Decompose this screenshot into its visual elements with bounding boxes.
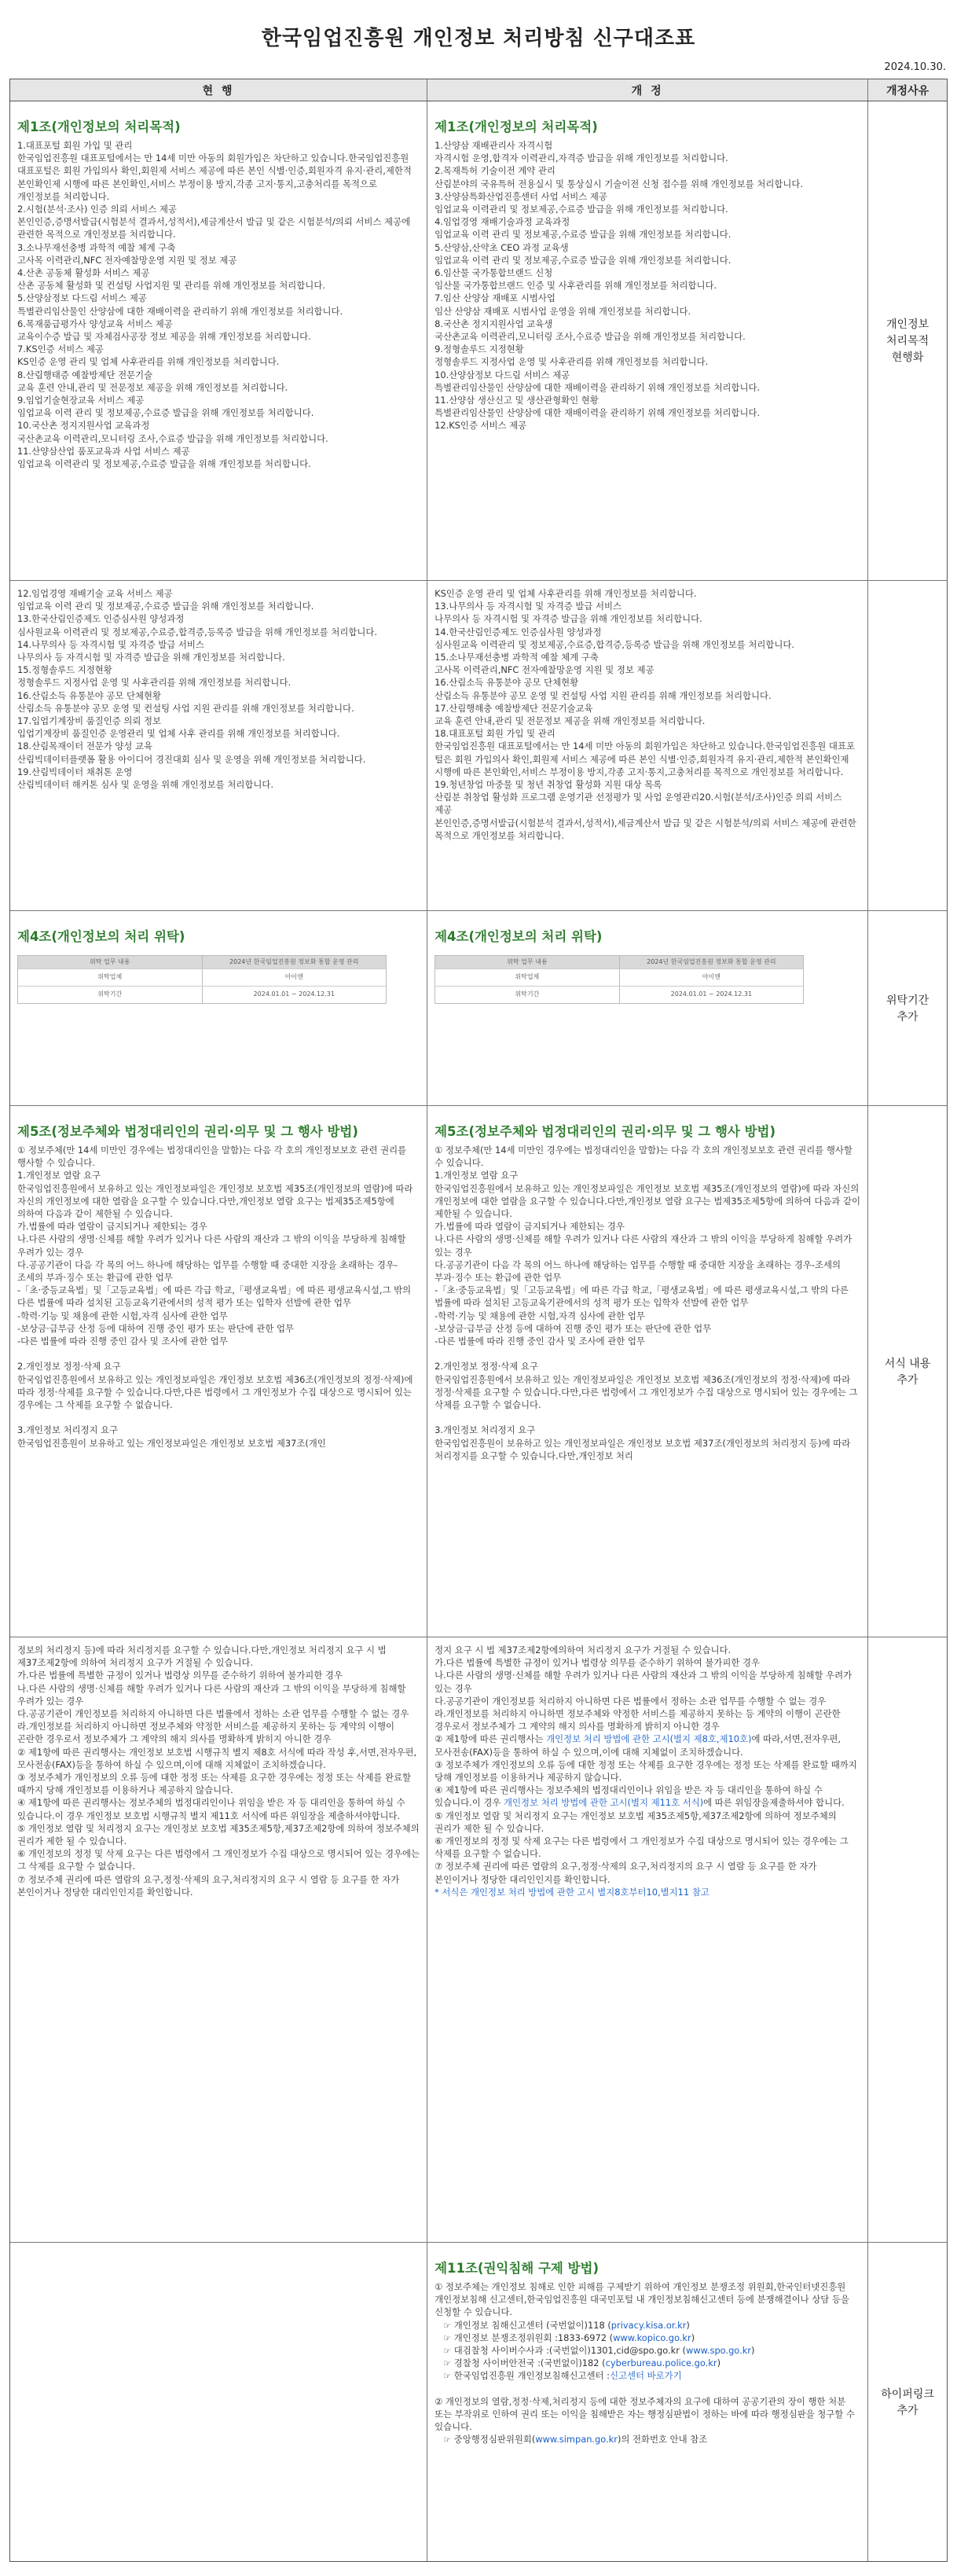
table-row xyxy=(10,2243,947,2561)
text-line: 1.산양삼 재배관리사 자격시험 xyxy=(434,140,553,151)
text-line: 15.정형솔루드 지정현황 xyxy=(17,664,112,676)
text-line: 한국임업진흥원에서 보유하고 있는 개인정보파일은 개인정보 보호법 제36조(개인정보의 정정·삭제)에 따라 정정·삭제를 요구할 수 있습니다.다만,다른 법령에서 그 개인정보가 수집 대상으로 명시되어 있는 경우에는 그 삭제를 요구할 수 없습니다. xyxy=(17,1373,416,1411)
document-date: 2024.10.30. xyxy=(884,61,946,73)
text-line: ⑦ 정보주체 권리에 따른 열람의 요구,정정·삭제의 요구,처리정지의 요구 시 열람 등 요구를 한 자가 본인이거나 정당한 대리인인지를 확인합니다. xyxy=(434,1861,820,1885)
text-line: ① 정보주체(만 14세 미만인 경우에는 법정대리인을 말함)는 다음 각 호의 개인정보보호 관련 권리를 행사할 수 있습니다. xyxy=(17,1145,409,1169)
text-line: 교육 훈련 안내,관리 및 전문정보 제공을 위해 개인정보를 처리합니다. xyxy=(17,381,288,393)
revised-cell xyxy=(427,1637,868,2242)
text-line: 6.목재품급평가사 양성교육 서비스 제공 xyxy=(17,318,173,329)
consignment-cell: 위탁업체 xyxy=(435,969,620,986)
text-line: 나무의사 등 자격시험 및 자격증 발급을 위해 개인정보를 처리합니다. xyxy=(17,652,285,663)
text-line: 18.대표포털 회원 가입 및 관리 xyxy=(434,728,556,740)
text-line: 나.다른 사람의 생명·신체를 해할 우려가 있거나 다른 사람의 재산과 그 밖의 이익을 부당하게 침해할 우려가 있는 경우 xyxy=(17,1682,409,1707)
text-line: ② 제1항에 따른 권리행사는 개인정보 처리 방법에 관한 고시(별지 제8호,제10호)에 따라,서면,전자우편,모사전송(FAX)등을 통하여 하실 수 있으며,이에 대해 지체없이 조치하겠습니다. xyxy=(434,1733,842,1758)
text-line: 산촌 공동체 활성화 및 컨설팅 사업지원 및 관리를 위해 개인정보를 처리합니다. xyxy=(17,280,325,292)
text-line: 18.산림목재이터 전문가 양성 교육 xyxy=(17,740,153,752)
text-line: 정형솔루드 지정사업 운영 및 사후관리를 위해 개인정보를 처리합니다. xyxy=(434,356,709,368)
text-line: 임산 산양삼 재배포 시범사업 운영을 위해 개인정보를 처리합니다. xyxy=(434,305,691,317)
text-line: 15.소나무재선충병 과학적 예찰 체계 구축 xyxy=(434,652,599,663)
text-line: 국산촌교육 이력관리,모니터링 조사,수료증 발급을 위해 개인정보를 처리합니다. xyxy=(17,432,328,444)
text-line: ① 정보주체는 개인정보 침해로 인한 피해를 구제받기 위하여 개인정보 분쟁조정 위원회,한국인터넷진흥원 개인정보침해 신고센터,한국임업진흥원 대국민포털 내 개인정보침해신고센터 등에 분쟁해결이나 상담 등을 신청할 수 있습니다. xyxy=(434,2281,852,2318)
table-header xyxy=(10,79,947,101)
consignment-cell: 2024.01.01 ~ 2024.12.31 xyxy=(253,990,335,998)
table-row xyxy=(10,911,947,1106)
current-cell xyxy=(10,911,427,1105)
consignment-cell: 아이앤 xyxy=(284,973,303,981)
text-line: 14.한국산림인증제도 인증심사원 양성과정 xyxy=(434,626,602,638)
text-line: 8.국산촌 정지지원사업 교육생 xyxy=(434,318,553,329)
reason-text: 서식 내용 추가 xyxy=(884,1357,931,1387)
text-line: 정지 요구 시 법 제37조제2항에의하여 처리정지 요구가 거절될 수 있습니다. xyxy=(434,1644,732,1655)
text-line: 17.입업기계장비 품질인증 의뢰 정보 xyxy=(17,715,162,727)
table-row xyxy=(10,101,947,581)
hyperlink[interactable]: www.simpan.go.kr xyxy=(535,2434,618,2446)
consignment-header-cell: 위탁 업무 내용 xyxy=(435,956,620,968)
section-title: 제4조(개인정보의 처리 위탁) xyxy=(17,929,185,944)
consignment-table xyxy=(434,955,804,1004)
consignment-header-cell: 위탁 업무 내용 xyxy=(18,956,203,968)
hyperlink[interactable]: cyberbureau.police.go.kr xyxy=(605,2357,717,2369)
reason-cell xyxy=(868,2243,947,2561)
text-line: 가.법률에 따라 열람이 금지되거나 제한되는 경우 xyxy=(434,1221,625,1233)
hyperlink[interactable]: 개인정보 처리 방법에 관한 고시(별지 제8호,제10호) xyxy=(546,1733,752,1745)
hyperlink[interactable]: 신고센터 바로가기 xyxy=(609,2370,682,2382)
text-line: 한국임업진흥원에서 보유하고 있는 개인정보파일은 개인정보 보호법 제36조(개인정보의 정정·삭제)에 따라 정정·삭제를 요구할 수 있습니다.다만,다른 법령에서 그 개인정보가 수집 대상으로 명시되어 있는 경우에는 그 삭제를 요구할 수 없습니다. xyxy=(434,1373,861,1411)
text-line: ⑦ 정보주체 권리에 따른 열람의 요구,정정·삭제의 요구,처리정지의 요구 시 열람 등 요구를 한 자가 본인이거나 정당한 대리인인지를 확인합니다. xyxy=(17,1873,402,1898)
text-line: 국산촌교육 이력관리,모니터링 조사,수료증 발급을 위해 개인정보를 처리합니다. xyxy=(434,331,746,343)
text-line: 교육 훈련 안내,관리 및 전문정보 제공을 위해 개인정보를 처리합니다. xyxy=(434,715,706,727)
text-line: 다.공공기관이 개인정보를 처리하지 아니하면 다른 법률에서 정하는 소관 업무를 수행할 수 없는 경우 xyxy=(434,1695,827,1707)
consignment-row xyxy=(435,968,803,986)
text-line: 나.다른 사람의 생명·신체를 해할 우려가 있거나 다른 사람의 재산과 그 밖의 이익을 부당하게 침해할 우려가 있는 경우 xyxy=(434,1670,855,1694)
text-line: ⑥ 개인정보의 정정 및 삭제 요구는 다른 법령에서 그 개인정보가 수집 대상으로 명시되어 있는 경우에는 그 삭제를 요구할 수 없습니다. xyxy=(17,1848,423,1872)
text-line: 다.공공기관이 다음 각 목의 어느 하나에 해당하는 업무를 수행할 때 중대한 지장을 초래하는 경우-조세의 부과·징수 또는 환급에 관한 업무 xyxy=(434,1259,844,1284)
current-cell xyxy=(10,2243,427,2561)
text-line xyxy=(434,1347,860,1360)
reason-text: 개인정보 처리목적 현행화 xyxy=(886,318,930,364)
text-line: ② 제1항에 따른 권리행사는 개인정보 보호법 시행규칙 별지 제8호 서식에 따라 작성 후,서면,전자우편,모사전송(FAX)등을 통하여 하실 수 있으며,이에 대해 지체없이 조치하겠습니다. xyxy=(17,1746,417,1770)
text-line: 다.공공기관이 다음 각 목의 어느 하나에 해당하는 업무를 수행할 때 중대한 지장을 초래하는 경우-조세의 부과·징수 또는 환급에 관한 업무 xyxy=(17,1259,398,1284)
consignment-table xyxy=(17,955,387,1004)
text-line: 정형솔루드 지정사업 운영 및 사후관리를 위해 개인정보를 처리합니다. xyxy=(17,677,292,689)
text-line: 고사목 이력관리,NFC 전자예찰망운영 지원 및 정보 제공 xyxy=(17,254,237,266)
text-line: 라.개인정보를 처리하지 아니하면 정보주체와 약정한 서비스를 제공하지 못하는 등 계약의 이행이 곤란한 경우로서 정보주체가 그 계약의 해지 의사를 명확하게 밝히지 아니한 경우 xyxy=(434,1708,844,1733)
header-reason: 개정사유 xyxy=(886,84,930,97)
section-title: 제1조(개인정보의 처리목적) xyxy=(434,119,598,134)
text-line: 산림소득 유통분야 공모 운영 및 컨설팅 사업 지원 관리를 위해 개인정보를 처리합니다. xyxy=(17,702,354,714)
text-line: ① 정보주체(만 14세 미만인 경우에는 법정대리인을 말함)는 다음 각 호의 개인정보보호 관련 권리를 행사할 수 있습니다. xyxy=(434,1145,856,1169)
text-line: 한국임업진흥원이 보유하고 있는 개인정보파일은 개인정보 보호법 제37조(개인정보의 처리정지 등)에 따라 처리정지를 요구할 수 있습니다.다만,개인정보 처리 xyxy=(434,1437,853,1461)
consignment-header-cell: 2024년 한국임업진흥원 정보화 통합 운영 관리 xyxy=(229,957,359,965)
text-line: 본인인증,증명서발급(시험분석 결과서,성적서),세금계산서 발급 및 같은 시험분석/의뢰 서비스 제공에 관련한 목적으로 개인정보를 처리합니다. xyxy=(434,817,860,841)
hyperlink[interactable]: www.spo.go.kr xyxy=(686,2345,751,2357)
text-line: -학력·기능 및 채용에 관한 시험,자격 심사에 관한 업무 xyxy=(434,1310,645,1321)
text-line: 5.산양삼,산약초 CEO 과정 교육생 xyxy=(434,241,569,253)
consignment-row xyxy=(18,986,386,1003)
text-line: ☞ 개인정보 분쟁조정위원회 :1833-6972 (www.kopico.go.kr) xyxy=(434,2332,695,2343)
table-row xyxy=(10,581,947,911)
header-current: 현 행 xyxy=(10,79,427,101)
text-line: 교육이수증 발급 및 자체검사공장 정보 제공을 위해 개인정보를 처리합니다. xyxy=(17,331,311,343)
text-line: 3.개인정보 처리정지 요구 xyxy=(434,1424,536,1436)
text-line: KS인증 운영 관리 및 업체 사후관리를 위해 개인정보를 처리합니다. xyxy=(434,588,697,599)
text-line: 2.개인정보 정정·삭제 요구 xyxy=(434,1361,538,1373)
hyperlink[interactable]: privacy.kisa.or.kr xyxy=(610,2319,687,2331)
text-line: -「초·중등교육법」및「고등교육법」에 따른 각급 학교,「평생교육법」에 따른 평생교육시설,그 밖의 다른 법률에 따라 설치된 고등교육기관에서의 성적 평가 또는 입학자 선발에 관한 업무 xyxy=(434,1284,852,1309)
text-line: 가.다른 법률에 특별한 규정이 있거나 법령상 의무를 준수하기 위하여 불가피한 경우 xyxy=(17,1670,343,1681)
text-line: 본인인증,증명서발급(시험분석 결과서,성적서),세금계산서 발급 및 같은 시험분석/의뢰 서비스 제공에 관련한 목적으로 개인정보를 처리합니다. xyxy=(17,216,413,241)
consignment-cell: 아이앤 xyxy=(702,973,720,981)
text-line: 6.임산물 국가통합브랜드 신청 xyxy=(434,267,553,279)
text-line: 1.대표포털 회원 가입 및 관리 xyxy=(17,140,133,151)
current-cell xyxy=(10,581,427,910)
text-line: 임업교육 이력 관리 및 정보제공,수료증 발급을 위해 개인정보를 처리합니다. xyxy=(17,407,314,419)
text-line: 3.산양삼특화산업진흥센터 사업 서비스 제공 xyxy=(434,190,607,202)
text-line: 산림빅데이터플랫폼 활용 아이디어 경진대회 심사 및 운영을 위해 개인정보를 처리합니다. xyxy=(17,753,366,765)
section-title: 제5조(정보주체와 법정대리인의 권리·의무 및 그 행사 방법) xyxy=(17,1124,358,1139)
text-line: 라.개인정보를 처리하지 아니하면 정보주체와 약정한 서비스를 제공하지 못하는 등 계약의 이행이 곤란한 경우로서 정보주체가 그 계약의 해지 의사를 명확하게 밝히지 아니한 경우 xyxy=(17,1721,398,1745)
text-line: 5.산양삼정보 다드림 서비스 제공 xyxy=(17,292,147,304)
revised-cell xyxy=(427,911,868,1105)
text-line: ☞ 대검찰청 사이버수사과 :(국번없이)1301,cid@spo.go.kr (www.spo.go.kr) xyxy=(434,2345,755,2357)
text-line: 나.다른 사람의 생명·신체를 해할 우려가 있거나 다른 사람의 재산과 그 밖의 이익을 부당하게 침해할 우려가 있는 경우 xyxy=(17,1233,409,1258)
text-line: 19.청년창업 마중물 및 청년 취창업 활성화 지원 대상 목록 xyxy=(434,779,662,791)
text-line: 10.국산촌 정지지원사업 교육과정 xyxy=(17,420,150,432)
text-line: 자격시험 운영,합격자 이력관리,자격증 발급을 위해 개인정보를 처리합니다. xyxy=(434,153,728,164)
section-title: 제4조(개인정보의 처리 위탁) xyxy=(434,929,603,944)
consignment-row xyxy=(435,986,803,1003)
text-line: ☞ 경찰청 사이버안전국 :(국번없이)182 (cyberbureau.police.go.kr) xyxy=(434,2357,721,2369)
text-line: 특별관리임산물인 산양삼에 대한 재배이력을 관리하기 위해 개인정보를 처리합니다. xyxy=(434,381,761,393)
current-cell xyxy=(10,1106,427,1637)
text-line xyxy=(17,1411,420,1424)
current-cell xyxy=(10,1637,427,2242)
text-line: 1.개인정보 열람 요구 xyxy=(434,1170,519,1181)
text-line: 나.다른 사람의 생명·신체를 해할 우려가 있거나 다른 사람의 재산과 그 밖의 이익을 부당하게 침해할 우려가 있는 경우 xyxy=(434,1233,855,1258)
text-line: ☞ 한국임업진흥원 개인정보침해신고센터 :신고센터 바로가기 xyxy=(434,2370,682,2382)
text-line: 한국임업진흥원 대표포털에서는 만 14세 미만 아동의 회원가입은 차단하고 있습니다.한국임업진흥원 대표포 털은 회원 가입의사 확인,회원제 서비스 제공에 따른 본인 식별·인증,회원자격 유지·관리,제한적 본인확인제 시행에 따른 본인확인,서비스 부정이용 방지,각종 고지·통지,고충처리를 목적으로 개인정보를 처리합니다. xyxy=(434,740,858,777)
table-row xyxy=(10,1637,947,2243)
text-line: 고사목 이력관리,NFC 전자예찰망운영 지원 및 정보 제공 xyxy=(434,664,654,676)
text-line: 7.KS인증 서비스 제공 xyxy=(17,344,104,355)
text-line: 2.개인정보 정정·삭제 요구 xyxy=(17,1361,121,1373)
consignment-header-cell: 2024년 한국임업진흥원 정보화 통합 운영 관리 xyxy=(647,957,776,965)
text-line: 심사원교육 이력관리 및 정보제공,수료증,합격증,등록증 발급을 위해 개인정보를 처리합니다. xyxy=(17,626,377,638)
text-line: 입업기계장비 품질인증 운영관리 및 업체 사후 관리를 위해 개인정보를 처리합니다. xyxy=(17,728,340,740)
hyperlink[interactable]: 개인정보 처리 방법에 관한 고시(별지 제11호 서식) xyxy=(503,1797,704,1809)
consignment-row xyxy=(18,968,386,986)
text-line: ④ 제1항에 따른 권리행사는 정보주체의 법정대리인이나 위임을 받은 자 등 대리인을 통하여 하실 수 있습니다.이 경우 개인정보 보호법 시행규칙 별지 제11호 서식에 따른 위임장을 제출하셔야합니다. xyxy=(17,1797,409,1821)
reason-cell xyxy=(868,581,947,910)
text-line: ③ 정보주체가 개인정보의 오류 등에 대한 정정 또는 삭제를 요구한 경우에는 정정 또는 삭제를 완료할 때까지 당해 개인정보를 이용하거나 제공하지 않습니다. xyxy=(434,1758,860,1784)
text-line: 임업교육 이력관리 및 정보제공,수료증 발급을 위해 개인정보를 처리합니다. xyxy=(434,204,728,215)
section-title: 제11조(권익침해 구제 방법) xyxy=(434,2261,600,2276)
text-line: 한국임업진흥원에서 보유하고 있는 개인정보파일은 개인정보 보호법 제35조(개인정보의 열람)에 따라 자신의 개인정보에 대한 열람을 요구할 수 있습니다.다만,개인정보 열람 요구는 법제35조제5항에 의하여 다음과 같이 제한될 수 있습니다. xyxy=(17,1182,416,1220)
text-line xyxy=(434,1886,860,1898)
text-line: 임업교육 이력 관리 및 정보제공,수료증 발급을 위해 개인정보를 처리합니다. xyxy=(17,601,314,612)
text-line: 4.임업경영 재배기술과정 교육과정 xyxy=(434,216,570,228)
reason-text: 하이퍼링크 추가 xyxy=(881,2387,934,2417)
consignment-cell: 위탁기간 xyxy=(435,987,620,1003)
text-line: 나무의사 등 자격시험 및 자격증 발급을 위해 개인정보를 처리합니다. xyxy=(434,613,702,625)
hyperlink[interactable]: * 서식은 개인정보 처리 방법에 관한 고시 별지8호부터10,별지11 참고 xyxy=(434,1886,710,1898)
text-line: 16.산림소득 유통분야 공모 단체현황 xyxy=(17,689,162,701)
text-line: ② 개인정보의 열람,정정·삭제,처리정지 등에 대한 정보주체자의 요구에 대하여 공공기관의 장이 행한 처분 또는 부작위로 인하여 권리 또는 이익을 침해받은 자는 행정심판법이 정하는 바에 따라 행정심판을 청구할 수 있습니다. xyxy=(434,2395,858,2433)
text-line: -보상금·급부금 산정 등에 대하여 진행 중인 평가 또는 판단에 관한 업무 xyxy=(434,1322,712,1334)
text-line: 산림소득 유통분야 공모 운영 및 컨설팅 사업 지원 관리를 위해 개인정보를 처리합니다. xyxy=(434,689,772,701)
reason-text: 위탁기간 추가 xyxy=(886,994,930,1023)
current-cell xyxy=(10,101,427,580)
text-line xyxy=(434,1411,860,1424)
text-line: ④ 제1항에 따른 권리행사는 정보주체의 법정대리인이나 위임을 받은 자 등 대리인을 통하여 하실 수 있습니다.이 경우 개인정보 처리 방법에 관한 고시(별지 제11호 서식)에 따른 위임장을제출하셔야 합니다. xyxy=(434,1784,845,1809)
text-line: 16.산림소득 유통분야 공모 단체현황 xyxy=(434,677,579,689)
text-line: KS인증 운영 관리 및 업체 사후관리를 위해 개인정보를 처리합니다. xyxy=(17,356,280,368)
text-line: 11.산양삼산업 품포교육과 사업 서비스 제공 xyxy=(17,445,190,457)
text-line: ☞ 중앙행정심판위원회(www.simpan.go.kr)의 전화번호 안내 참조 xyxy=(434,2434,708,2446)
text-line: -보상금·급부금 산정 등에 대하여 진행 중인 평가 또는 판단에 관한 업무 xyxy=(17,1322,295,1334)
text-line: 산림분 취창업 활성화 프로그램 운영기관 선정평가 및 사업 운영관리20.시험(분석/조사)인증 의뢰 서비스 제공 xyxy=(434,792,845,816)
text-line: ⑥ 개인정보의 정정 및 삭제 요구는 다른 법령에서 그 개인정보가 수집 대상으로 명시되어 있는 경우에는 그 삭제를 요구할 수 없습니다. xyxy=(434,1836,852,1860)
consignment-header xyxy=(435,956,803,968)
text-line: 9.정형솔루드 지정현황 xyxy=(434,344,524,355)
text-line: 19.산림빅데이터 채취톤 운영 xyxy=(17,766,133,777)
consignment-cell: 2024.01.01 ~ 2024.12.31 xyxy=(670,990,753,998)
text-line: -다른 법률에 따라 진행 중인 감사 및 조사에 관한 업무 xyxy=(434,1336,645,1347)
text-line: 1.개인정보 열람 요구 xyxy=(17,1170,101,1181)
text-line: 7.임산 산양삼 재배포 시범사업 xyxy=(434,292,556,304)
text-line: 11.산양삼 생산신고 및 생산관형확인 현황 xyxy=(434,395,599,406)
section-title: 제1조(개인정보의 처리목적) xyxy=(17,119,181,134)
text-line: 2.목재특허 기술이전 계약 관리 xyxy=(434,165,556,177)
section-title: 제5조(정보주체와 법정대리인의 권리·의무 및 그 행사 방법) xyxy=(434,1124,776,1139)
text-line: 17.산림행해충 예찰방제단 전문기술교육 xyxy=(434,702,593,714)
revised-cell xyxy=(427,2243,868,2561)
hyperlink[interactable]: www.kopico.go.kr xyxy=(613,2332,691,2343)
text-line xyxy=(17,1347,420,1360)
text-line: ⑤ 개인정보 열람 및 처리정지 요구는 개인정보 보호법 제35조제5항,제37조제2항에 의하여 정보주체의 권리가 제한 될 수 있습니다. xyxy=(17,1822,423,1847)
text-line: 산림빅데이터 해커톤 심사 및 운영을 위해 개인정보를 처리합니다. xyxy=(17,779,274,791)
text-line: 10.산양삼정보 다드림 서비스 제공 xyxy=(434,369,570,380)
reason-cell xyxy=(868,911,947,1105)
text-line: 심사원교육 이력관리 및 정보제공,수료증,합격증,등록증 발급을 위해 개인정보를 처리합니다. xyxy=(434,638,795,650)
text-line: -다른 법률에 따라 진행 중인 감사 및 조사에 관한 업무 xyxy=(17,1336,228,1347)
text-line: 임업교육 이력 관리 및 정보제공,수료증 발급을 위해 개인정보를 처리합니다. xyxy=(434,229,732,241)
text-line: 임산물 국가통합브랜드 인증 및 사후관리를 위해 개인정보를 처리합니다. xyxy=(434,280,717,292)
text-line: 정보의 처리정지 등)에 따라 처리정지를 요구할 수 있습니다.다만,개인정보 처리정지 요구 시 법 제37조제2항에 의하여 처리정지 요구가 거절될 수 있습니다. xyxy=(17,1644,390,1669)
text-line: 2.시험(분석·조사) 인증 의뢰 서비스 제공 xyxy=(17,204,177,215)
text-line: -학력·기능 및 채용에 관한 시험,자격 심사에 관한 업무 xyxy=(17,1310,228,1321)
revised-cell xyxy=(427,581,868,910)
text-line: 임업교육 이력관리 및 정보제공,수료증 발급을 위해 개인정보를 처리합니다. xyxy=(17,458,311,470)
text-line: 8.산림행태증 예찰방제단 전문기술 xyxy=(17,369,153,380)
reason-cell xyxy=(868,101,947,580)
text-line: 특별관리임산물인 산양삼에 대한 재배이력을 관리하기 위해 개인정보를 처리합니다. xyxy=(17,305,343,317)
comparison-table xyxy=(9,79,948,2562)
text-line: 한국임업진흥원 대표포털에서는 만 14세 미만 아동의 회원가입은 차단하고 있습니다.한국임업진흥원 대표포털은 회원 가입의사 확인,회원제 서비스 제공에 따른 본인 식별·인증,회원자격 유지·관리,제한적 본인확인제 시행에 따른 본인확인,서비스 부정이용 방지,각종 고지·통지,고충처리를 목적으로 개인정보를 처리합니다. xyxy=(17,153,415,202)
revised-cell xyxy=(427,101,868,580)
consignment-cell: 위탁업체 xyxy=(18,969,203,986)
text-line: 13.나무의사 등 자격시험 및 자격증 발급 서비스 xyxy=(434,601,622,612)
reason-cell xyxy=(868,1637,947,2242)
header-revised: 개 정 xyxy=(427,79,868,101)
text-line: 특별관리임산물인 산양삼에 대한 재배이력을 관리하기 위해 개인정보를 처리합니다. xyxy=(434,407,761,419)
text-line: 산림분야의 국유특허 전용실시 및 통상실시 기술이전 신청 접수를 위해 개인정보를 처리합니다. xyxy=(434,178,804,189)
page-title: 한국임업진흥원 개인정보 처리방침 신구대조표 xyxy=(261,27,696,50)
reason-cell xyxy=(868,1106,947,1637)
text-line: 3.소나무재선충병 과학적 예찰 체계 구축 xyxy=(17,241,176,253)
consignment-header xyxy=(18,956,386,968)
text-line: 12.임업경영 재배기술 교육 서비스 제공 xyxy=(17,588,173,599)
text-line: ☞ 개인정보 침해신고센터 (국번없이)118 (privacy.kisa.or.kr) xyxy=(434,2319,690,2331)
text-line: 한국임업진흥원이 보유하고 있는 개인정보파일은 개인정보 보호법 제37조(개인 xyxy=(17,1437,326,1449)
text-line: 다.공공기관이 개인정보를 처리하지 아니하면 다른 법률에서 정하는 소관 업무를 수행할 수 없는 경우 xyxy=(17,1708,409,1720)
text-line: 14.나무의사 등 자격시험 및 자격증 발급 서비스 xyxy=(17,638,204,650)
text-line: 임업교육 이력 관리 및 정보제공,수료증 발급을 위해 개인정보를 처리합니다. xyxy=(434,254,732,266)
text-line: 한국임업진흥원에서 보유하고 있는 개인정보파일은 개인정보 보호법 제35조(개인정보의 열람)에 따라 자신의 개인정보에 대한 열람을 요구할 수 있습니다.다만,개인정보 열람 요구는 법제35조제5항에 의하여 다음과 같이 제한될 수 있습니다. xyxy=(434,1182,864,1220)
consignment-cell: 위탁기간 xyxy=(18,987,203,1003)
text-line: 가.법률에 따라 열람이 금지되거나 제한되는 경우 xyxy=(17,1221,207,1233)
text-line: 가.다른 법률에 특별한 규정이 있거나 법령상 의무를 준수하기 위하여 불가피한 경우 xyxy=(434,1657,761,1669)
text-line: 12.KS인증 서비스 제공 xyxy=(434,420,527,432)
text-line: 9.임업기술현장교육 서비스 제공 xyxy=(17,395,145,406)
text-line: 4.산촌 공동체 활성화 서비스 제공 xyxy=(17,267,150,279)
text-line: ⑤ 개인정보 열람 및 처리정지 요구는 개인정보 보호법 제35조제5항,제37조제2항에 의하여 정보주체의 권리가 제한 될 수 있습니다. xyxy=(434,1810,840,1834)
revised-cell xyxy=(427,1106,868,1637)
text-line: 13.한국산림인증제도 인증심사원 양성과정 xyxy=(17,613,185,625)
text-line: -「초·중등교육법」및「고등교육법」에 따른 각급 학교,「평생교육법」에 따른 평생교육시설,그 밖의 다른 법률에 따라 설치된 고등교육기관에서의 성적 평가 또는 입학자 선발에 관한 업무 xyxy=(17,1284,414,1309)
text-line: ③ 정보주체가 개인정보의 오류 등에 대한 정정 또는 삭제를 요구한 경우에는 정정 또는 삭제를 완료할 때까지 당해 개인정보를 이용하거나 제공하지 않습니다. xyxy=(17,1772,414,1796)
text-line xyxy=(434,2383,860,2395)
table-row xyxy=(10,1106,947,1637)
text-line: 3.개인정보 처리정지 요구 xyxy=(17,1424,119,1436)
